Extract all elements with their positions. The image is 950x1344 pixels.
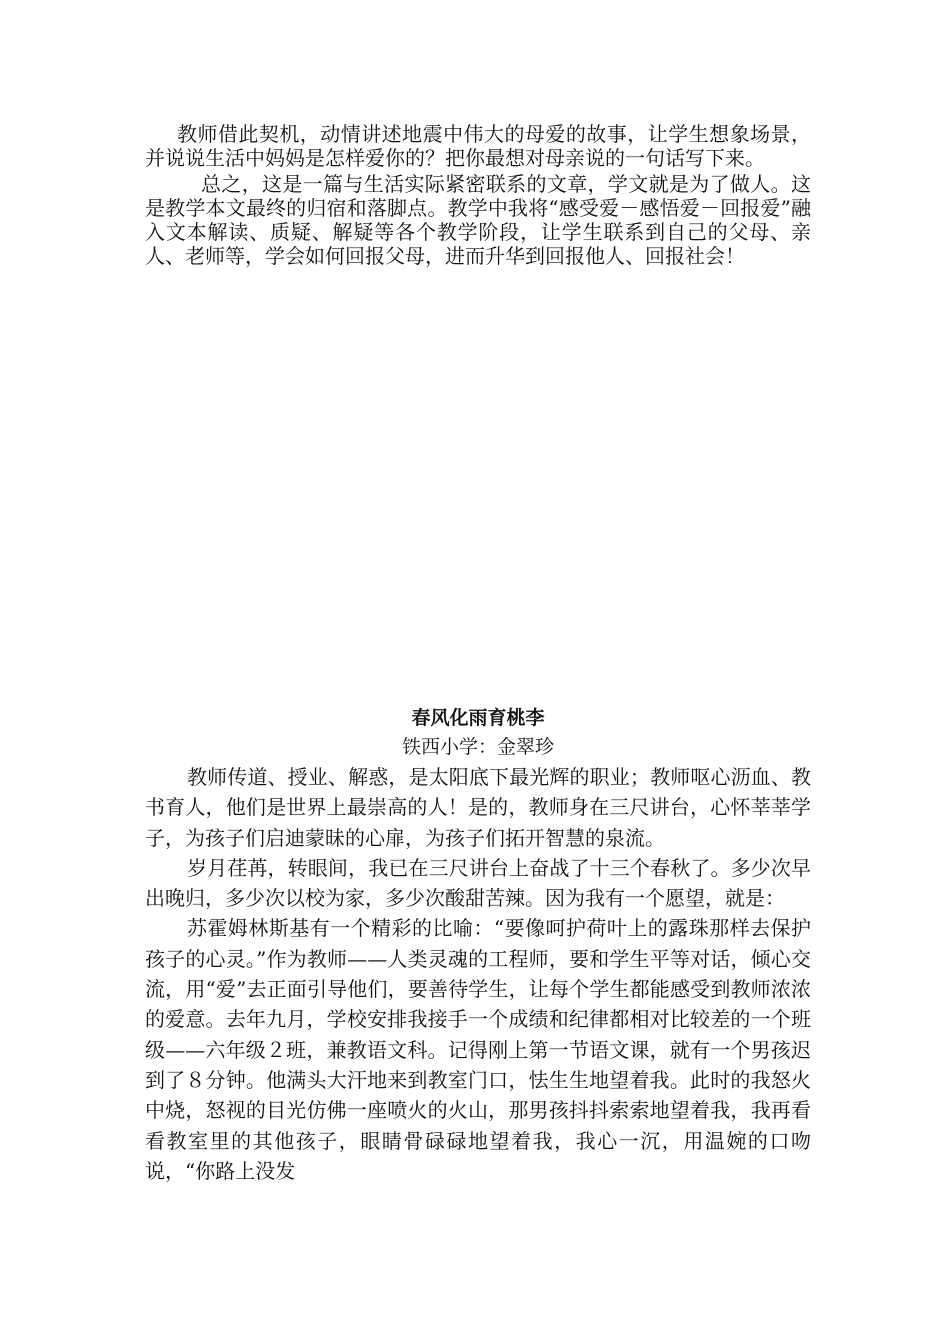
paragraph: 岁月荏苒，转眼间，我已在三尺讲台上奋战了十三个春秋了。多少次早出晚归，多少次以校为家，多少次酸甜苦辣。因为我有一个愿望，就是：	[145, 855, 811, 911]
paragraph: 苏霍姆林斯基有一个精彩的比喻：“要像呵护荷叶上的露珠那样去保护孩子的心灵。”作为教师——人类灵魂的工程师，要和学生平等对话，倾心交流，用“爱”去正面引导他们，要善待学生，让每个学生都能感受到教师浓浓的爱意。去年九月，学校安排我接手一个成绩和纪律都相对比较差的一个班级——六年级２班，兼教语文科。记得刚上第一节语文课，就有一个男孩迟到了８分钟。他满头大汗地来到教室门口，怯生生地望着我。此时的我怒火中烧，怒视的目光仿佛一座喷火的火山，那男孩抖抖索索地望着我，我再看看教室里的其他孩子，眼睛骨碌碌地望着我，我心一沉，用温婉的口吻说，“你路上没发	[145, 916, 811, 1183]
paragraph: 总之，这是一篇与生活实际紧密联系的文章，学文就是为了做人。这是教学本文最终的归宿和落脚点。教学中我将“感受爱－感悟爱－回报爱”融入文本解读、质疑、解疑等各个教学阶段，让学生联系到自己的父母、亲人、老师等，学会如何回报父母，进而升华到回报他人、回报社会！	[145, 172, 811, 268]
article-author: 铁西小学：金翠珍	[401, 736, 554, 758]
paragraph: 教师借此契机，动情讲述地震中伟大的母爱的故事，让学生想象场景，并说说生活中妈妈是怎样爱你的？把你最想对母亲说的一句话写下来。	[145, 122, 811, 170]
previous-article-ending	[145, 122, 811, 268]
article-title: 春风化雨育桃李	[411, 707, 545, 729]
paragraph: 教师传道、授业、解惑，是太阳底下最光辉的职业；教师呕心沥血、教书育人，他们是世界上最崇高的人！是的，教师身在三尺讲台，心怀莘莘学子，为孩子们启迪蒙昧的心扉，为孩子们拓开智慧的泉流。	[145, 765, 811, 850]
article	[145, 704, 811, 1186]
